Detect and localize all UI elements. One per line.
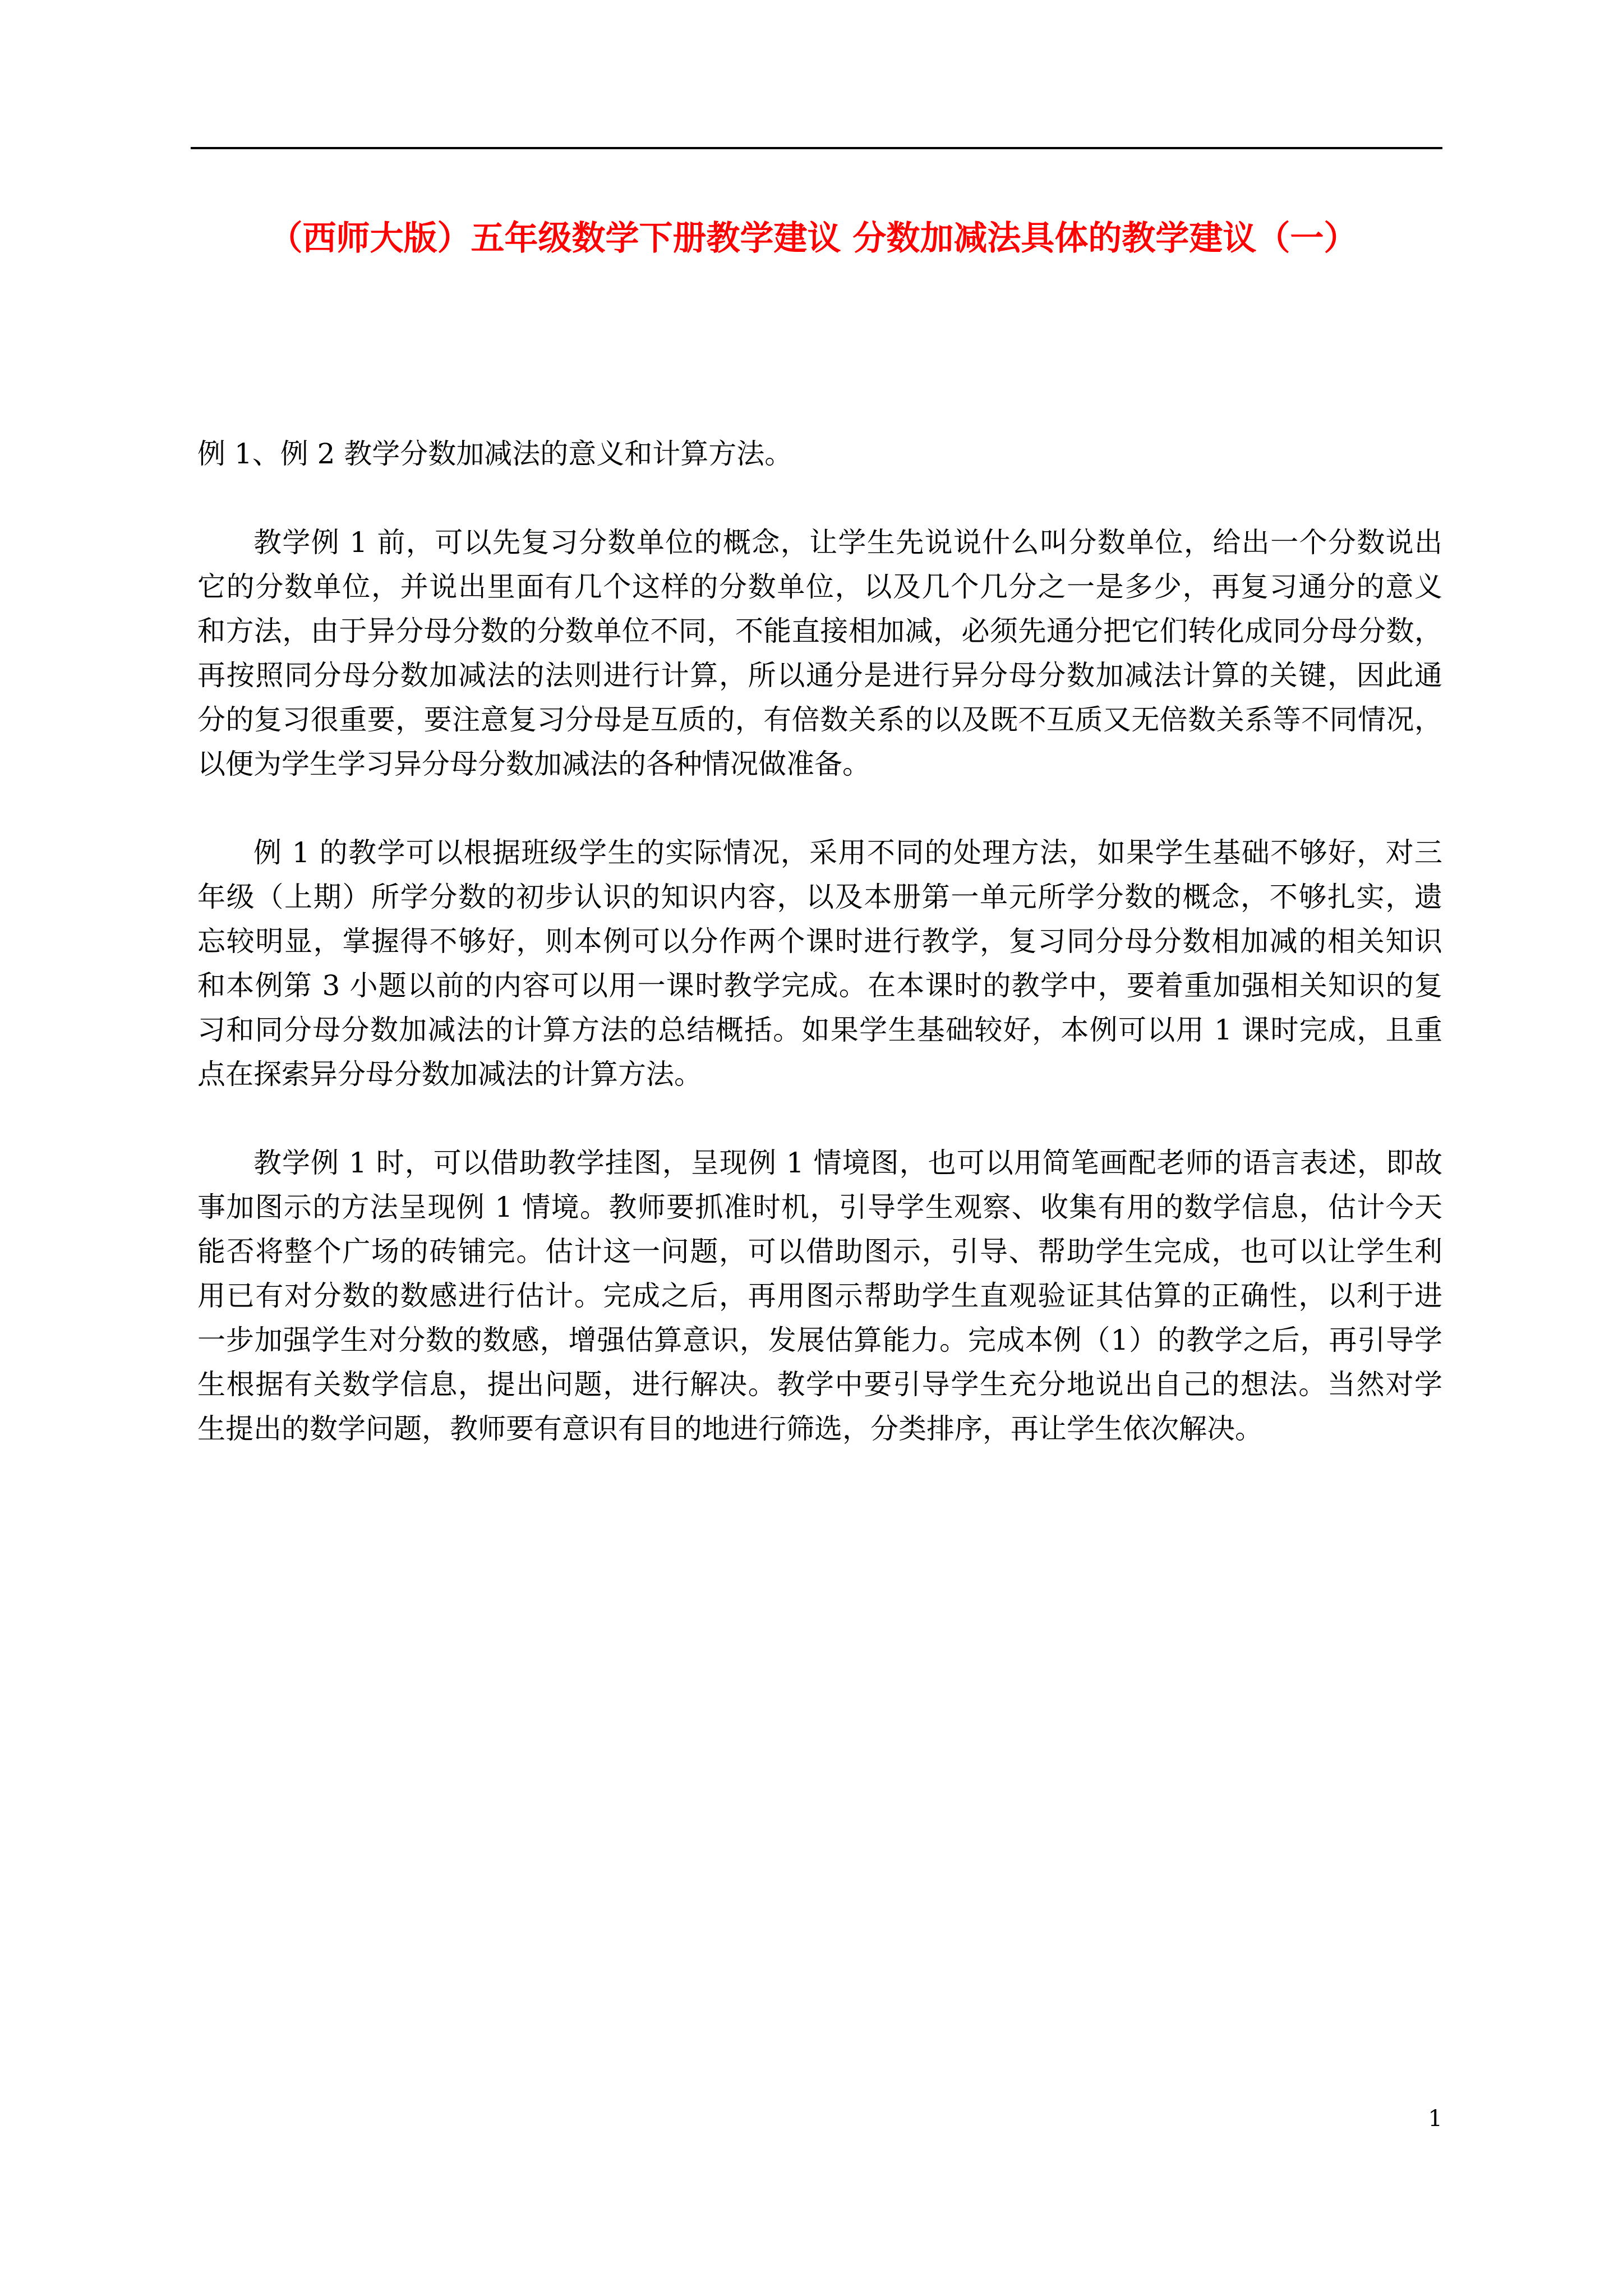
text-line: 一步加强学生对分数的数感，增强估算意识，发展估算能力。完成本例（1）的教学之后，再引导学	[197, 1324, 1442, 1356]
text-line: 生提出的数学问题，教师要有意识有目的地进行筛选，分类排序，再让学生依次解决。	[197, 1412, 1263, 1445]
text-line: 用已有对分数的数感进行估计。完成之后，再用图示帮助学生直观验证其估算的正确性，以利于进	[197, 1280, 1442, 1312]
text-line: 忘较明显，掌握得不够好，则本例可以分作两个课时进行教学，复习同分母分数相加减的相关知识	[197, 925, 1442, 958]
text-line: 例 1、例 2 教学分数加减法的意义和计算方法。	[197, 438, 793, 470]
paragraph-example-1-methods	[197, 831, 1442, 1097]
text-line: 生根据有关数学信息，提出问题，进行解决。教学中要引导学生充分地说出自己的想法。当然对学	[197, 1368, 1442, 1401]
page-number: 1	[1428, 2106, 1442, 2132]
text-line: 它的分数单位，并说出里面有几个这样的分数单位，以及几个几分之一是多少，再复习通分的意义	[197, 570, 1442, 603]
text-line: 和本例第 3 小题以前的内容可以用一课时教学完成。在本课时的教学中，要着重加强相关知识的复	[197, 969, 1442, 1002]
text-line: 习和同分母分数加减法的计算方法的总结概括。如果学生基础较好，本例可以用 1 课时完成，且重	[197, 1014, 1442, 1046]
text-line: 教学例 1 时，可以借助教学挂图，呈现例 1 情境图，也可以用简笔画配老师的语言表述，即故	[253, 1147, 1442, 1179]
text-line: 能否将整个广场的砖铺完。估计这一问题，可以借助图示，引导、帮助学生完成，也可以让学生利	[197, 1235, 1442, 1268]
paragraph-example-1-teaching	[197, 1141, 1442, 1451]
text-line: 点在探索异分母分数加减法的计算方法。	[197, 1058, 702, 1091]
header-rule	[191, 147, 1442, 149]
text-line: 教学例 1 前，可以先复习分数单位的概念，让学生先说说什么叫分数单位，给出一个分数说出	[253, 526, 1442, 559]
text-line: 年级（上期）所学分数的初步认识的知识内容，以及本册第一单元所学分数的概念，不够扎实，遗	[197, 881, 1442, 913]
text-line: 和方法，由于异分母分数的分数单位不同，不能直接相加减，必须先通分把它们转化成同分母分数，	[197, 615, 1442, 647]
text-line: 以便为学生学习异分母分数加减法的各种情况做准备。	[197, 748, 870, 780]
text-line: 事加图示的方法呈现例 1 情境。教师要抓准时机，引导学生观察、收集有用的数学信息，估计今天	[197, 1191, 1442, 1223]
text-line: 分的复习很重要，要注意复习分母是互质的，有倍数关系的以及既不互质又无倍数关系等不同情况，	[197, 703, 1442, 736]
paragraph-intro	[197, 432, 1442, 476]
document-title: （西师大版）五年级数学下册教学建议 分数加减法具体的教学建议（一）	[269, 219, 1358, 258]
document-body	[197, 432, 1442, 1451]
paragraph-review-before-example-1	[197, 521, 1442, 786]
text-line: 例 1 的教学可以根据班级学生的实际情况，采用不同的处理方法，如果学生基础不够好，对三	[253, 836, 1442, 869]
text-line: 再按照同分母分数加减法的法则进行计算，所以通分是进行异分母分数加减法计算的关键，因此通	[197, 659, 1442, 692]
